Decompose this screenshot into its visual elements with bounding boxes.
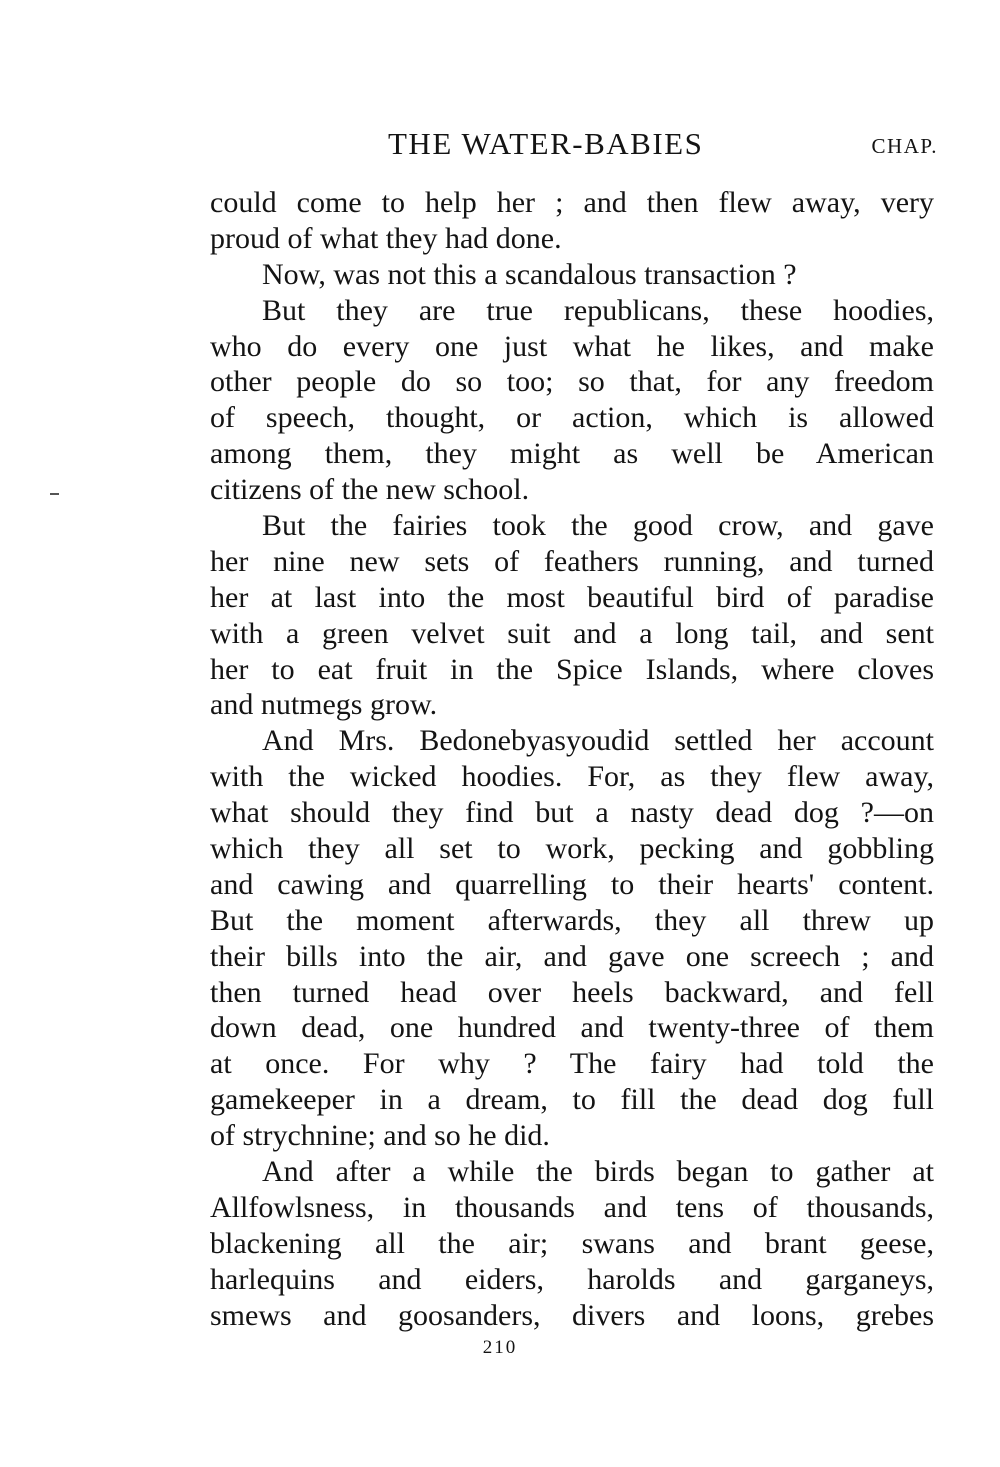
text-line: citizens of the new school. (210, 473, 530, 507)
text-line: her to eat fruit in the Spice Islands, where cloves (210, 652, 934, 686)
text-line: then turned head over heels backward, and fell (210, 975, 934, 1009)
text-line: her at last into the most beautiful bird of paradise (210, 580, 934, 614)
text-line: down dead, one hundred and twenty-three of them (210, 1011, 934, 1045)
text-line: Allfowlsness, in thousands and tens of thousands, (210, 1190, 934, 1224)
running-head (210, 124, 938, 164)
chapter-label: CHAP. (871, 134, 938, 158)
text-line: Now, was not this a scandalous transaction ? (262, 257, 797, 291)
text-line: their bills into the air, and gave one screech ; and (210, 939, 934, 973)
text-line: could come to help her ; and then flew away, very (210, 186, 934, 219)
text-line: who do every one just what he likes, and make (210, 329, 934, 363)
running-title: THE WATER-BABIES (388, 126, 704, 161)
text-line: But they are true republicans, these hoodies, (262, 293, 934, 327)
text-line: And Mrs. Bedonebyasyoudid settled her account (262, 724, 934, 758)
text-line: proud of what they had done. (210, 221, 562, 255)
text-line: with a green velvet suit and a long tail, and sent (210, 616, 934, 650)
text-line: her nine new sets of feathers running, and turned (210, 544, 934, 578)
text-line: harlequins and eiders, harolds and garganeys, (210, 1262, 934, 1296)
text-line: And after a while the birds began to gather at (262, 1155, 934, 1189)
text-line: But the fairies took the good crow, and gave (262, 509, 934, 543)
text-line: and cawing and quarrelling to their hearts' content. (210, 867, 934, 901)
text-line: among them, they might as well be American (210, 437, 934, 471)
text-line: of strychnine; and so he did. (210, 1119, 550, 1153)
text-line: which they all set to work, pecking and gobbling (210, 832, 934, 866)
body-text (210, 185, 934, 1334)
text-line: blackening all the air; swans and brant geese, (210, 1226, 934, 1260)
margin-mark (50, 493, 59, 495)
text-line: and nutmegs grow. (210, 688, 438, 722)
text-line: But the moment afterwards, they all threw up (210, 903, 934, 937)
text-line: smews and goosanders, divers and loons, grebes (210, 1298, 934, 1332)
text-line: other people do so too; so that, for any freedom (210, 365, 934, 399)
text-line: what should they find but a nasty dead dog ?—on (210, 796, 934, 830)
page-number: 210 (482, 1337, 518, 1358)
text-line: gamekeeper in a dream, to fill the dead dog full (210, 1083, 934, 1117)
text-line: at once. For why ? The fairy had told the (210, 1047, 934, 1081)
text-line: with the wicked hoodies. For, as they flew away, (210, 760, 934, 794)
text-line: of speech, thought, or action, which is allowed (210, 401, 934, 435)
